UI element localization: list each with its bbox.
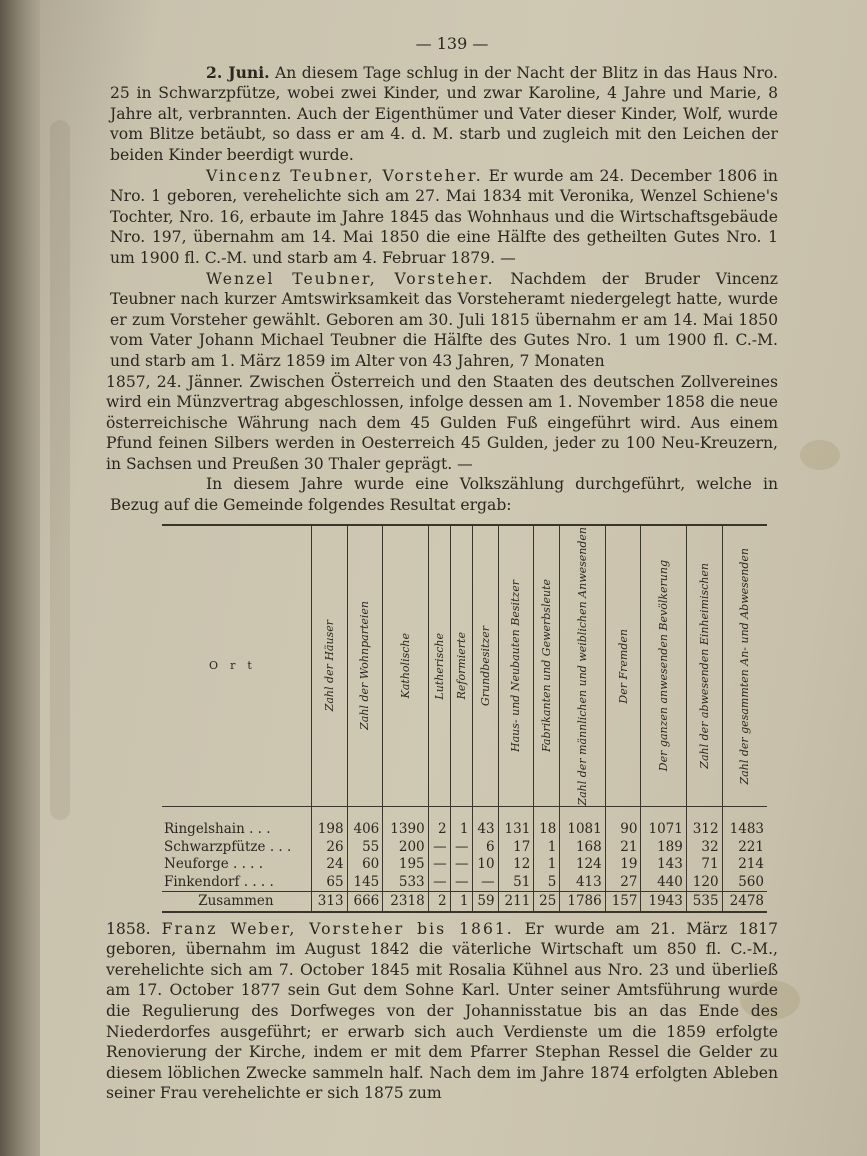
entry-text: Zwischen Österreich und den Staaten des deutschen Zollvereines wird ein Münzvertrag abgeschlossen, infolge dessen am 1. November 1858 die neue österreichische Währung nach dem 45 Gulden Fuß eingeführt wird. Aus einem Pfund feinen Silbers werden in Oesterreich 45 Gulden, jeder zu 100 Neu-Kreuzern, in Sachsen und Preußen 30 Thaler geprägt. — [106,372,778,473]
table-cell: 2 [428,892,450,912]
table-cell: 560 [722,874,767,892]
column-header: Grundbesitzer [472,525,498,807]
table-cell: 157 [605,892,641,912]
table-row [162,874,767,892]
table-cell: 17 [498,839,534,857]
table-cell: 198 [311,821,347,839]
table-cell: 1 [534,856,560,874]
table-cell: 221 [722,839,767,857]
table-cell: 200 [383,839,428,857]
table-cell: 1483 [722,821,767,839]
table-total-row [162,892,767,912]
column-header: Haus- und Neubauten Besitzer [498,525,534,807]
column-header: Katholische [383,525,428,807]
table-spacer [162,807,767,822]
entry-text: An diesem Tage schlug in der Nacht der Blitz in das Haus Nro. 25 in Schwarzpfütze, wobei zwei Kinder, und zwar Karoline, 4 Jahre und Marie, 8 Jahre alt, verbrannten. Auch der Eigenthümer und Vater dieser Kinder, Wolf, wurde vom Blitze betäubt, so dass er am 4. d. M. starb und zugleich mit den Leichen der beiden Kinder beerdigt wurde. [110,63,778,164]
table-cell: 1 [450,821,472,839]
table-cell: — [428,856,450,874]
table-cell: 25 [534,892,560,912]
table-cell: 71 [686,856,722,874]
table-cell: 2318 [383,892,428,912]
table-cell: 535 [686,892,722,912]
table-cell: 143 [641,856,686,874]
table-cell: 131 [498,821,534,839]
table-cell: 1071 [641,821,686,839]
table-cell: 5 [534,874,560,892]
table-cell: 10 [472,856,498,874]
table-cell: 65 [311,874,347,892]
column-header: Zahl der Häuser [311,525,347,807]
entry-year: 1858. [106,919,151,938]
entry-text: Nachdem der Bruder Vincenz Teubner nach kurzer Amtswirksamkeit das Vorsteheramt niedergelegt hatte, wurde er zum Vorsteher gewählt. Geboren am 30. Juli 1815 übernahm er am 14. Mai 1850 vom Vater Johann Michael Teubner die Hälfte des Gutes Nro. 1 um 1900 fl. C.-M. und starb am 1. März 1859 im Alter von 43 Jahren, 7 Monaten [110,269,778,370]
table-cell: 21 [605,839,641,857]
entry-census-intro [110,474,778,515]
row-label: Schwarzpfütze . . . [164,838,292,855]
column-header: Zahl der gesammten An- und Abwesenden [722,525,767,807]
entry-heading: Franz Weber, Vorsteher bis 1861. [161,919,514,938]
entry-heading: Wenzel Teubner, Vorsteher. [206,269,495,288]
table-cell: 1 [450,892,472,912]
table-cell: 1081 [560,821,605,839]
table-cell: 55 [347,839,383,857]
entry-1858 [106,919,778,1104]
table-cell: 1 [534,839,560,857]
table-cell: 1390 [383,821,428,839]
table-cell: 26 [311,839,347,857]
table-row [162,856,767,874]
table-cell: 145 [347,874,383,892]
entry-heading: Vincenz Teubner, Vorsteher. [206,166,483,185]
column-header: Der Fremden [605,525,641,807]
entry-date: 24. Jänner. [156,372,244,391]
row-label: Zusammen [162,892,311,912]
table-cell: 189 [641,839,686,857]
table-cell: 413 [560,874,605,892]
table-cell: 12 [498,856,534,874]
column-header: Zahl der männlichen und weiblichen Anwesenden [560,525,605,807]
table-cell: 211 [498,892,534,912]
entry-wenzel [110,269,778,372]
entry-vincenz [110,166,778,269]
page-text [106,34,778,1104]
table-row [162,839,767,857]
column-header: Lutherische [428,525,450,807]
page-number: — 139 — [415,34,489,53]
column-header: Der ganzen anwesenden Bevölkerung [641,525,686,807]
entry-year: 1857, [106,372,151,391]
entry-text: Er wurde am 24. December 1806 in Nro. 1 geboren, verehelichte sich am 27. Mai 1834 mit Veronika, Wenzel Schiene's Tochter, Nro. 16, erbaute im Jahre 1845 das Wohnhaus und die Wirtschaftsgebäude Nro. 197, übernahm am 14. Mai 1850 die eine Hälfte des getheilten Gutes Nro. 1 um 1900 fl. C.-M. und starb am 4. Februar 1879. — [110,166,778,267]
column-header-ort: Ort [162,525,311,807]
census-table [162,524,767,913]
entry-date: 2. Juni. [206,62,270,82]
table-cell: 51 [498,874,534,892]
table-cell: 214 [722,856,767,874]
table-cell: 406 [347,821,383,839]
entry-text: Er wurde am 21. März 1817 geboren, übernahm im August 1842 die väterliche Wirtschaft um 850 fl. C.-M., verehelichte sich am 7. October 1845 mit Rosalia Kühnel aus Nro. 23 und überließ am 17. October 1877 sein Gut dem Sohne Karl. Unter seiner Amtsführung wurde die Regulierung des Dorfweges von der Johannisstatue bis an das Ende des Niederdorfes ausgeführt; er erwarb sich auch Verdienste um die 1859 erfolgte Renovierung der Kirche, indem er mit dem Pfarrer Stephan Ressel die Gelder zu diesem löblichen Zwecke sammeln half. Nach dem im Jahre 1874 erfolgten Ableben seiner Frau verehelichte er sich 1875 zum [106,919,778,1103]
table-cell: — [428,874,450,892]
table-cell: — [472,874,498,892]
table-cell: 2478 [722,892,767,912]
table-cell: 24 [311,856,347,874]
table-cell: 18 [534,821,560,839]
table-cell: 60 [347,856,383,874]
column-header: Zahl der abwesenden Einheimischen [686,525,722,807]
table-cell: 168 [560,839,605,857]
table-cell: — [450,874,472,892]
table-cell: 440 [641,874,686,892]
table-cell: 27 [605,874,641,892]
table-cell: — [428,839,450,857]
table-cell: 124 [560,856,605,874]
table-cell: 59 [472,892,498,912]
table-cell: 533 [383,874,428,892]
entry-lightning [110,63,778,166]
entry-text: In diesem Jahre wurde eine Volkszählung durchgeführt, welche in Bezug auf die Gemeinde folgendes Resultat ergab: [110,475,778,515]
table-cell: 43 [472,821,498,839]
table-cell: 313 [311,892,347,912]
table-cell: 90 [605,821,641,839]
table-cell: 666 [347,892,383,912]
column-header: Zahl der Wohnparteien [347,525,383,807]
table-cell: — [450,839,472,857]
column-header: Reformierte [450,525,472,807]
row-label: Neuforge . . . . [164,856,264,873]
table-cell: — [450,856,472,874]
entry-1857 [106,372,778,475]
table-cell: 120 [686,874,722,892]
row-label: Finkendorf . . . . [164,873,274,890]
table-cell: 19 [605,856,641,874]
table-cell: 195 [383,856,428,874]
table-cell: 6 [472,839,498,857]
table-cell: 2 [428,821,450,839]
row-label: Ringelshain . . . [164,821,271,838]
table-row [162,821,767,839]
table-cell: 312 [686,821,722,839]
table-cell: 1943 [641,892,686,912]
column-header: Fabrikanten und Gewerbsleute [534,525,560,807]
table-cell: 1786 [560,892,605,912]
table-cell: 32 [686,839,722,857]
